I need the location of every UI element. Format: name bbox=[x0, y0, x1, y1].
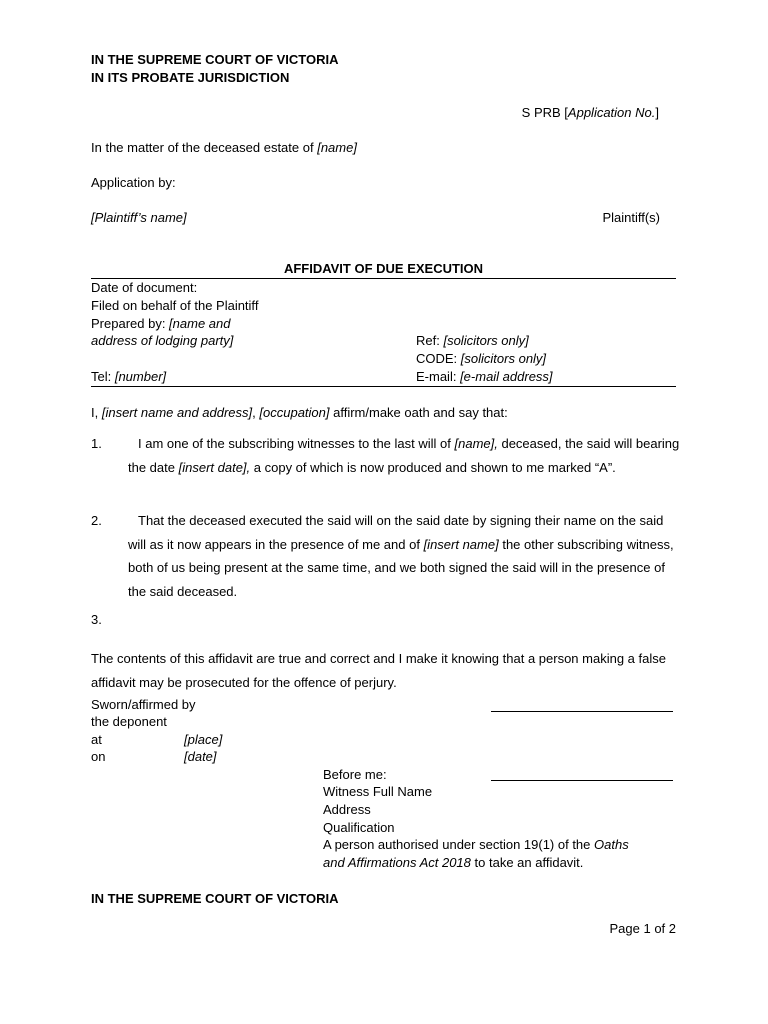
sworn-date-placeholder: [date] bbox=[184, 749, 217, 764]
deponent-signature-line bbox=[491, 711, 673, 712]
authorised-statement-line-1: A person authorised under section 19(1) of the Oaths bbox=[323, 837, 629, 852]
sworn-label: Sworn/affirmed by bbox=[91, 697, 196, 712]
witness-full-name: Witness Full Name bbox=[323, 784, 433, 799]
details-rule-bottom bbox=[91, 386, 676, 387]
matter-line: In the matter of the deceased estate of [name] bbox=[91, 140, 357, 155]
prepared-by-continued: address of lodging party] bbox=[91, 333, 234, 348]
document-title: AFFIDAVIT OF DUE EXECUTION bbox=[283, 261, 484, 276]
page-indicator: Page 1 of 2 bbox=[609, 921, 676, 936]
code-field: CODE: [solicitors only] bbox=[416, 351, 547, 366]
authorised-statement-line-2: and Affirmations Act 2018 to take an affidavit. bbox=[323, 855, 584, 870]
plaintiff-role: Plaintiff(s) bbox=[602, 210, 660, 225]
ref-field: Ref: [solicitors only] bbox=[416, 333, 529, 348]
prepared-by: Prepared by: [name and bbox=[91, 316, 231, 331]
date-of-document: Date of document: bbox=[91, 280, 198, 295]
sworn-on-label: on bbox=[91, 749, 106, 764]
intro-statement: I, [insert name and address], [occupation] affirm/make oath and say that: bbox=[91, 405, 508, 420]
court-heading-line-2: IN ITS PROBATE JURISDICTION bbox=[91, 70, 290, 85]
plaintiff-name-placeholder: [Plaintiff’s name] bbox=[91, 210, 187, 225]
closing-statement: The contents of this affidavit are true and correct and I make it knowing that a person making a false affidavit may be prosecuted for the offence of perjury. bbox=[91, 651, 666, 690]
list-item-text: I am one of the subscribing witnesses to the last will of [name], deceased, the said will bearing the date [insert date], a copy of which is now produced and shown to me marked “A”. bbox=[128, 436, 680, 475]
list-item-number: 3. bbox=[91, 612, 102, 627]
witness-qualification: Qualification bbox=[323, 820, 395, 835]
before-me-label: Before me: bbox=[323, 767, 387, 782]
footer-court-heading: IN THE SUPREME COURT OF VICTORIA bbox=[91, 891, 339, 906]
sworn-place-placeholder: [place] bbox=[184, 732, 223, 747]
list-item bbox=[91, 509, 681, 603]
title-rule-top bbox=[91, 278, 676, 279]
sworn-at-label: at bbox=[91, 732, 102, 747]
witness-address: Address bbox=[323, 802, 371, 817]
list-item-number: 2. bbox=[91, 513, 102, 528]
list-item-number: 1. bbox=[91, 436, 102, 451]
list-item bbox=[91, 432, 681, 479]
sworn-deponent: the deponent bbox=[91, 714, 167, 729]
list-item-text: That the deceased executed the said will on the said date by signing their name on the said will as it now appears in the presence of me and of [insert name] the other subscribing witness, both of us being present at the same time, and we both signed the said will in the presence of the said deceased. bbox=[128, 513, 674, 599]
witness-signature-line bbox=[491, 780, 673, 781]
email-field: E-mail: [e-mail address] bbox=[416, 369, 553, 384]
application-number: S PRB [Application No.] bbox=[521, 105, 659, 120]
filed-on-behalf: Filed on behalf of the Plaintiff bbox=[91, 298, 259, 313]
court-heading-line-1: IN THE SUPREME COURT OF VICTORIA bbox=[91, 52, 339, 67]
application-by-label: Application by: bbox=[91, 175, 176, 190]
tel-field: Tel: [number] bbox=[91, 369, 167, 384]
